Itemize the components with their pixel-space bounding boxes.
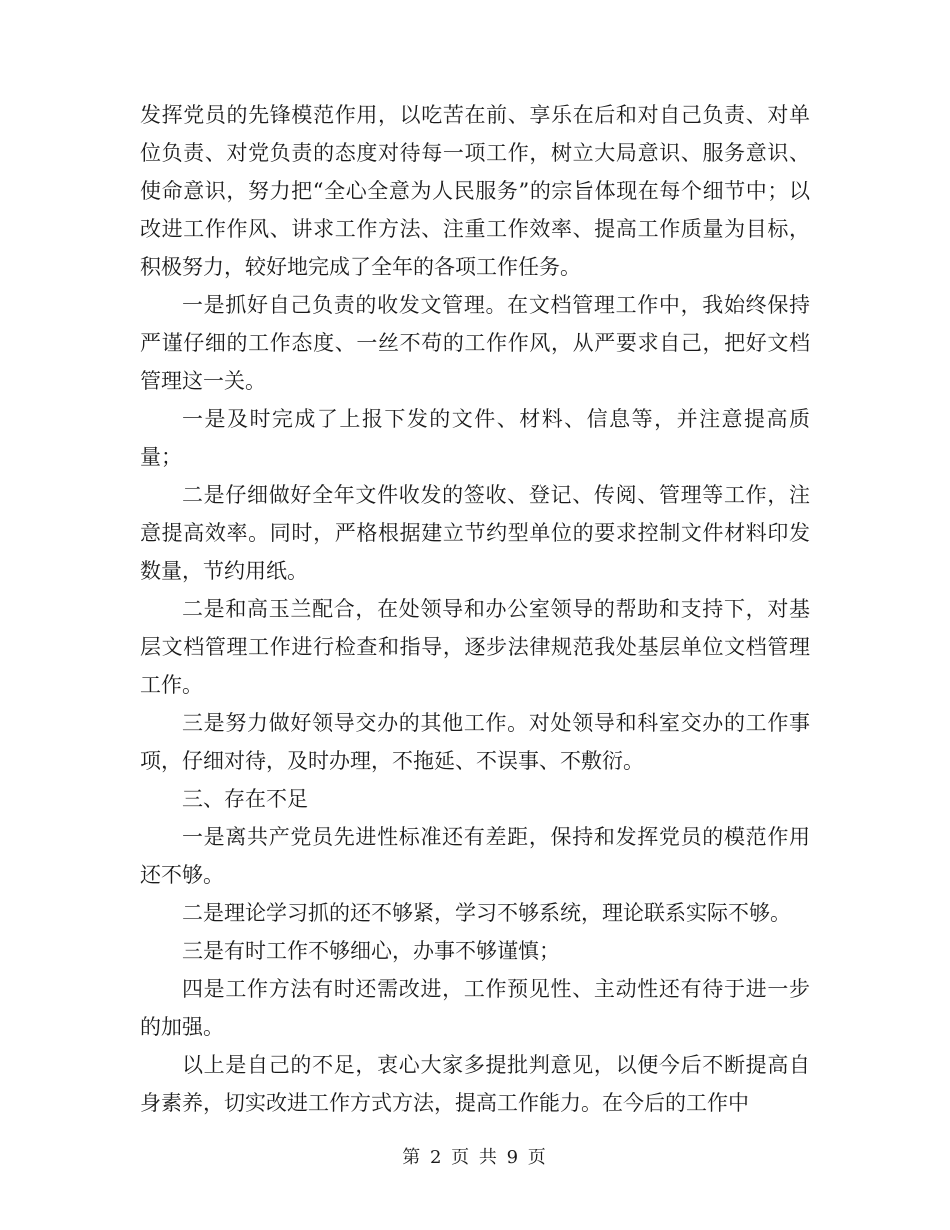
paragraph-1: 发挥党员的先锋模范作用，以吃苦在前、享乐在后和对自己负责、对单位负责、对党负责的态度对待每一项工作，树立大局意识、服务意识、使命意识，努力把“全心全意为人民服务”的宗旨体现在每个细节中；以改进工作作风、讲求工作方法、注重工作效率、提高工作质量为目标，积极努力，较好地完成了全年的各项工作任务。 xyxy=(140,103,810,279)
paragraph-4: 二是仔细做好全年文件收发的签收、登记、传阅、管理等工作，注意提高效率。同时，严格根据建立节约型单位的要求控制文件材料印发数量，节约用纸。 xyxy=(140,483,810,583)
paragraph-8: 一是离共产党员先进性标准还有差距，保持和发挥党员的模范作用还不够。 xyxy=(140,825,810,887)
paragraph-6: 三是努力做好领导交办的其他工作。对处领导和科室交办的工作事项，仔细对待，及时办理，不拖延、不误事、不敷衍。 xyxy=(140,711,810,773)
paragraph-9: 二是理论学习抓的还不够紧，学习不够系统，理论联系实际不够。 xyxy=(182,901,791,925)
paragraph-2: 一是抓好自己负责的收发文管理。在文档管理工作中，我始终保持严谨仔细的工作态度、一丝不苟的工作作风，从严要求自己，把好文档管理这一关。 xyxy=(140,293,810,393)
section-heading-shortcomings: 三、存在不足 xyxy=(182,787,308,811)
paragraph-3: 一是及时完成了上报下发的文件、材料、信息等，并注意提高质量； xyxy=(140,407,810,469)
paragraph-12: 以上是自己的不足，衷心大家多提批判意见，以便今后不断提高自身素养，切实改进工作方式方法，提高工作能力。在今后的工作中 xyxy=(140,1053,810,1115)
paragraph-5: 二是和高玉兰配合，在处领导和办公室领导的帮助和支持下，对基层文档管理工作进行检查和指导，逐步法律规范我处基层单位文档管理工作。 xyxy=(140,597,810,697)
document-body xyxy=(140,96,810,1122)
page-number-footer: 第 2 页 共 9 页 xyxy=(402,1147,548,1168)
paragraph-11: 四是工作方法有时还需改进，工作预见性、主动性还有待于进一步的加强。 xyxy=(140,977,810,1039)
paragraph-10: 三是有时工作不够细心，办事不够谨慎； xyxy=(182,939,560,963)
